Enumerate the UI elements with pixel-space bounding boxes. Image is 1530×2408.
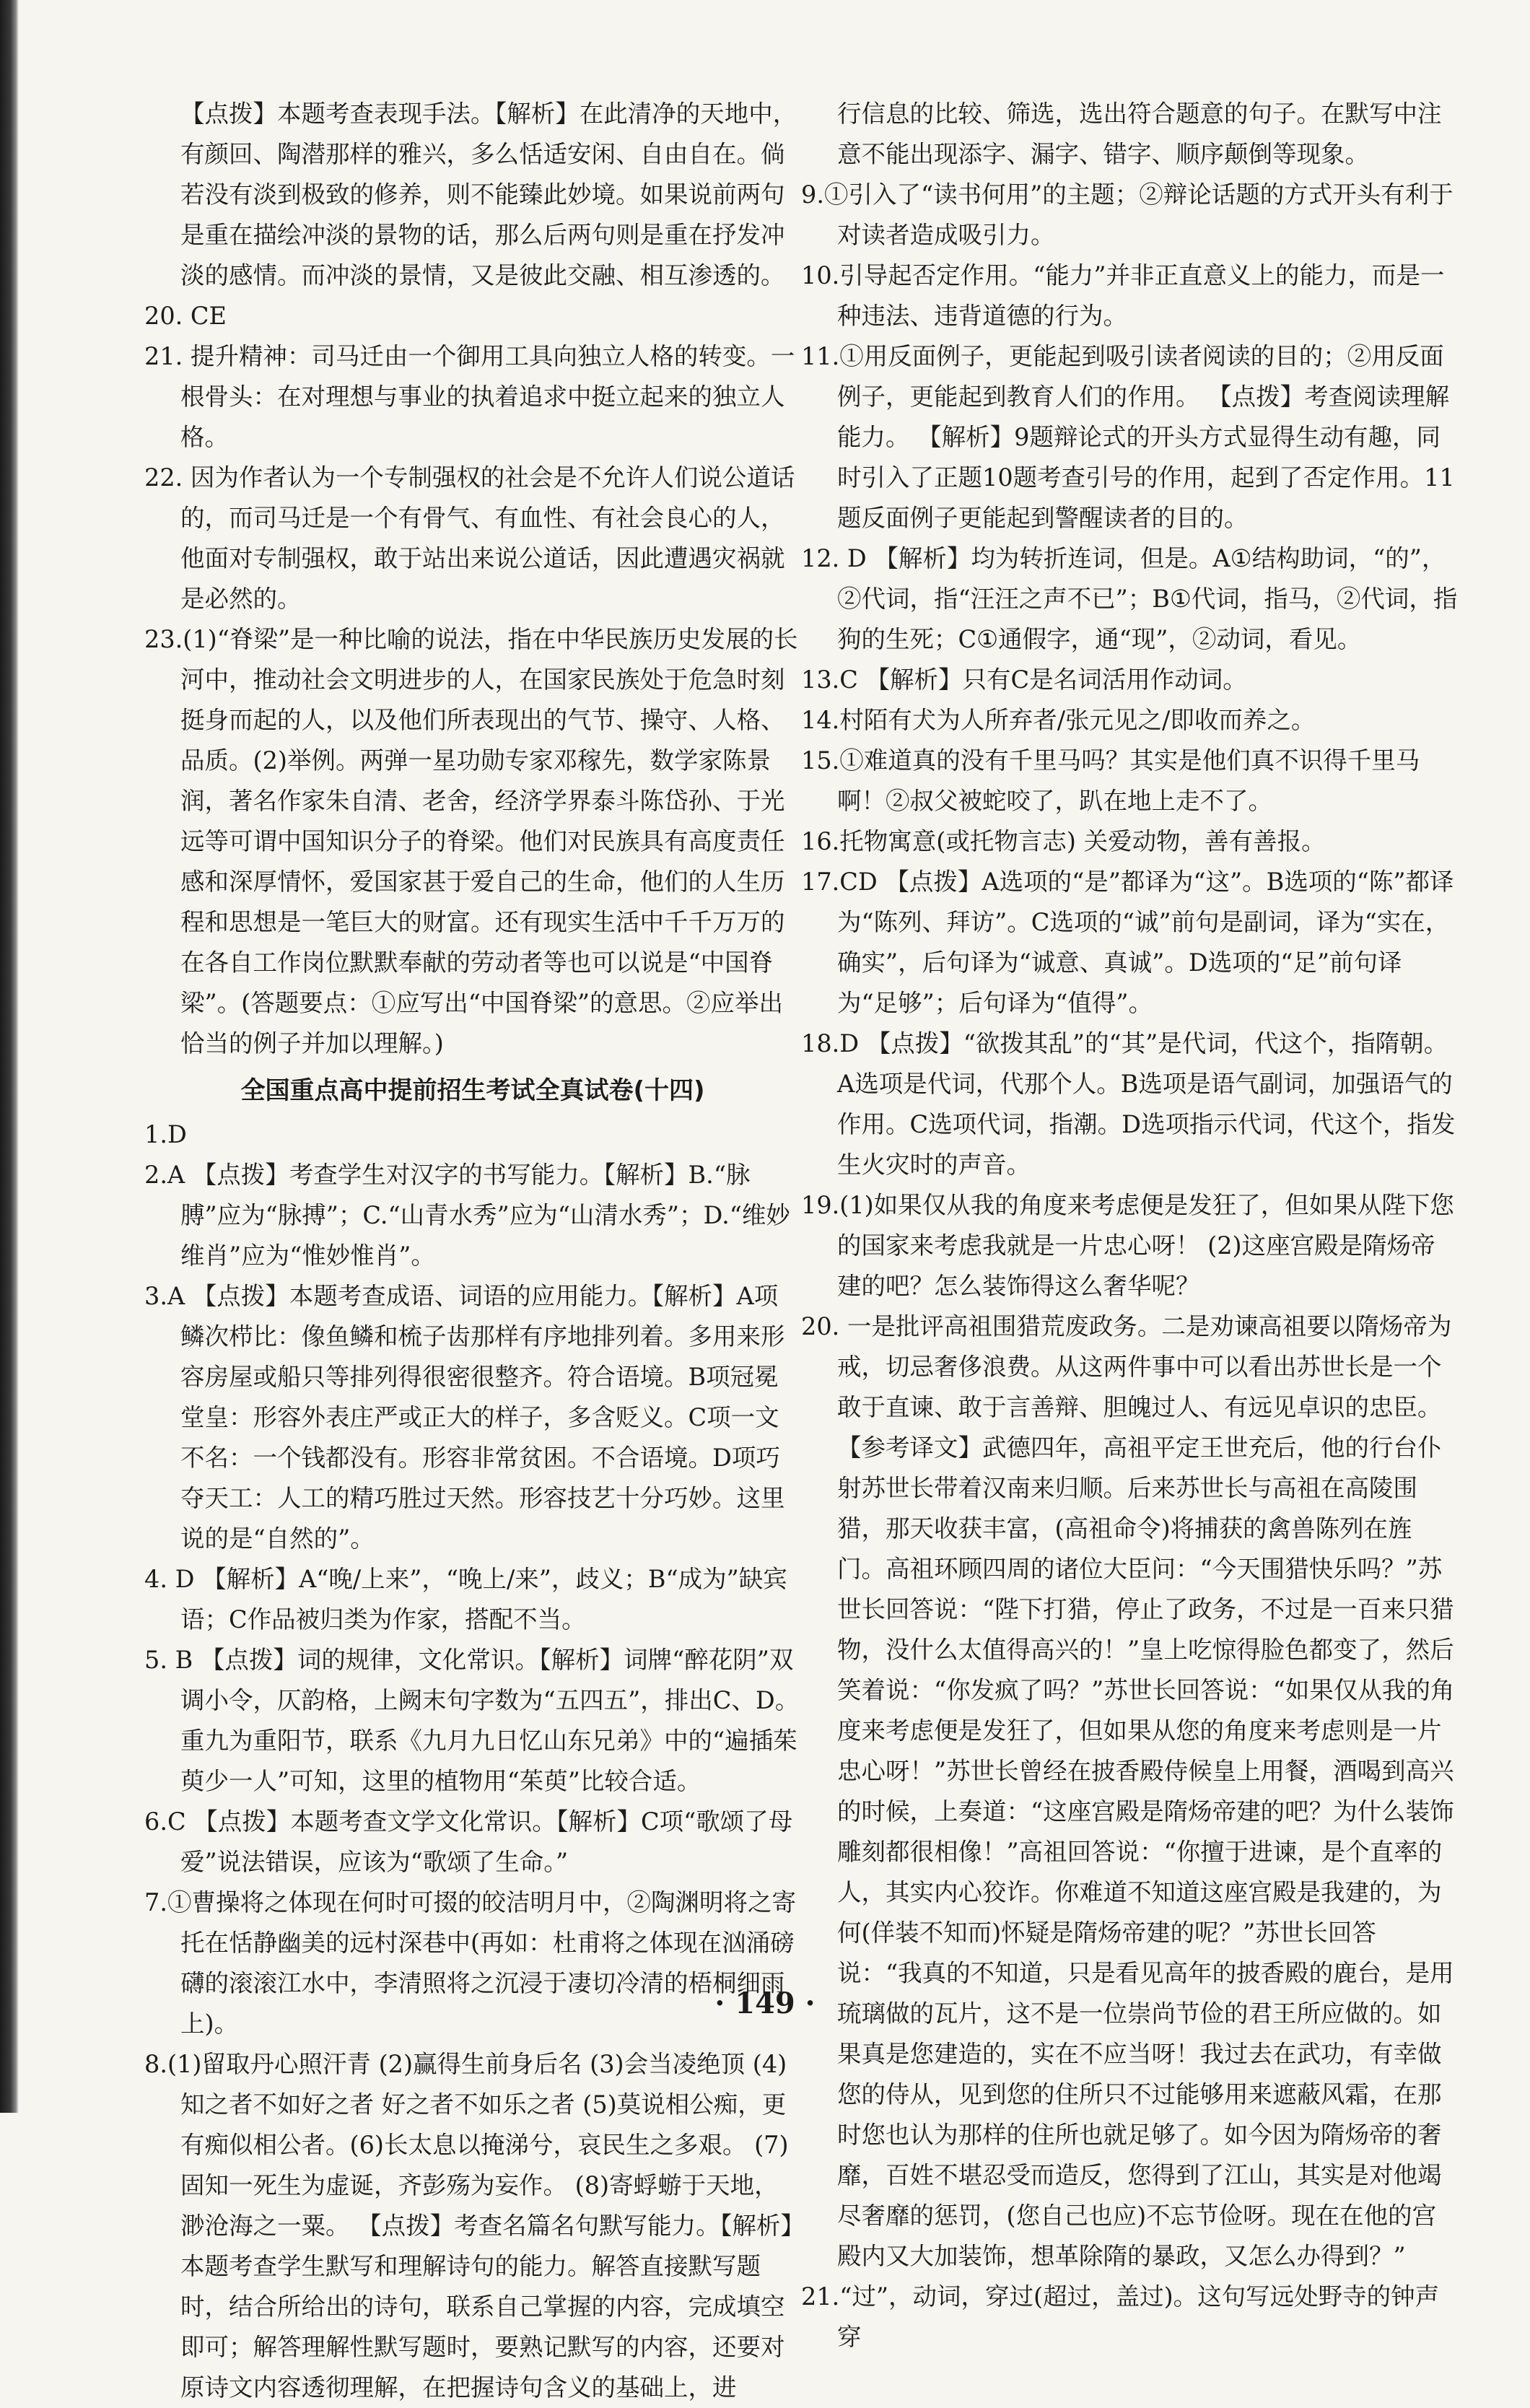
answer-item: 12. D 【解析】均为转折连词，但是。A①结构助词，“的”，②代词，指“汪汪之声不已”；B①代词，指马，②代词，指狗的生死；C①通假字，通“现”，②动词，看见。: [801, 544, 1458, 653]
answer-item: 3.A 【点拨】本题考查成语、词语的应用能力。【解析】A项鳞次栉比：像鱼鳞和梳子齿那样有序地排列着。多用来形容房屋或船只等排列得很密很整齐。符合语境。B项冠冕堂皇：形容外表庄严或正大的样子，多含贬义。C项一文不名：一个钱都没有。形容非常贫困。不合语境。D项巧夺天工：人工的精巧胜过天然。形容技艺十分巧妙。这里说的是“自然的”。: [144, 1282, 785, 1553]
answer-item: 11.①用反面例子，更能起到吸引读者阅读的目的；②用反面例子，更能起到教育人们的作用。 【点拨】考查阅读理解能力。 【解析】9题辩论式的开头方式显得生动有趣，同时引入了正题10题考查引号的作用，起到了否定作用。11题反面例子更能起到警醒读者的目的。: [801, 342, 1455, 532]
answer-item: 13.C 【解析】只有C是名词活用作动词。: [801, 666, 1247, 694]
answer-item: 20. 一是批评高祖围猎荒废政务。二是劝谏高祖要以隋炀帝为戒，切忌奢侈浪费。从这两件事中可以看出苏世长是一个敢于直谏、敢于言善辩、胆魄过人、有远见卓识的忠臣。: [801, 1312, 1452, 1421]
answer-item: 【参考译文】武德四年，高祖平定王世充后，他的行台仆射苏世长带着汉南来归顺。后来苏世长与高祖在高陵围猎，那天收获丰富，(高祖命令)将捕获的禽兽陈列在旌门。高祖环顾四周的诸位大臣问：“今天围猎快乐吗？”苏世长回答说：“陛下打猎，停止了政务，不过是一百来只猎物，没什么太值得高兴的！”皇上吃惊得脸色都变了，然后笑着说：“你发疯了吗？”苏世长回答说：“如果仅从我的角度来考虑便是发狂了，但如果从您的角度来考虑则是一片忠心呀！”苏世长曾经在披香殿侍候皇上用餐，酒喝到高兴的时候，上奏道：“这座宫殿是隋炀帝建的吧？为什么装饰雕刻都很相像！”高祖回答说：“你擅于进谏，是个直率的人，其实内心狡诈。你难道不知道这座宫殿是我建的，为何(佯装不知而)怀疑是隋炀帝建的呢？”苏世长回答说：“我真的不知道，只是看见高年的披香殿的鹿台，是用琉璃做的瓦片，这不是一位崇尚节俭的君王所应做的。如果真是您建造的，实在不应当呀！我过去在武功，有幸做您的侍从，见到您的住所只不过能够用来遮蔽风霜，在那时您也认为那样的住所也就足够了。如今因为隋炀帝的奢靡，百姓不堪忍受而造反，您得到了江山，其实是对他竭尽奢靡的惩罚，(您自己也应)不忘节俭呀。现在在他的宫殿内又大加装饰，想革除隋的暴政，又怎么办得到？”: [837, 1434, 1455, 2270]
answer-item: 【点拨】本题考查表现手法。【解析】在此清净的天地中，有颜回、陶潜那样的雅兴，多么恬适安闲、自由自在。倘若没有淡到极致的修养，则不能臻此妙境。如果说前两句是重在描绘冲淡的景物的话，那么后两句则是重在抒发冲淡的感情。而冲淡的景情，又是彼此交融、相互渗透的。: [180, 100, 797, 289]
answer-item: 8.(1)留取丹心照汗青 (2)赢得生前身后名 (3)会当凌绝顶 (4)知之者不如好之者 好之者不如乐之者 (5)莫说相公痴，更有痴似相公者。(6)长太息以掩涕兮，哀民生之多艰。 (7)固知一死生为虚诞，齐彭殇为妄作。 (8)寄蜉蝣于天地，渺沧海之一粟。 【点拨】考查名篇名句默写能力。【解析】本题考查学生默写和理解诗句的能力。解答直接默写题时，结合所给出的诗句，联系自己掌握的内容，完成填空即可；解答理解性默写题时，要熟记默写的内容，还要对原诗文内容透彻理解，在把握诗句含义的基础上，进: [144, 2050, 793, 2402]
answer-item: 7.①曹操将之体现在何时可掇的皎洁明月中，②陶渊明将之寄托在恬静幽美的远村深巷中(再如：杜甫将之体现在汹涌磅礴的滚滚江水中，李清照将之沉浸于凄切冷清的梧桐细雨上)。: [144, 1888, 796, 2038]
answer-item: 21. 提升精神：司马迁由一个御用工具向独立人格的转变。一根骨头：在对理想与事业的执着追求中挺立起来的独立人格。: [144, 342, 795, 451]
answer-item: 23.(1)“脊梁”是一种比喻的说法，指在中华民族历史发展的长河中，推动社会文明进步的人，在国家民族处于危急时刻挺身而起的人，以及他们所表现出的气节、操守、人格、品质。(2)举例。两弹一星功勋专家邓稼先，数学家陈景润，著名作家朱自清、老舍，经济学界泰斗陈岱孙、于光远等可谓中国知识分子的脊梁。他们对民族具有高度责任感和深厚情怀，爱国家甚于爱自己的生命，他们的人生历程和思想是一笔巨大的财富。还有现实生活中千千万万的在各自工作岗位默默奉献的劳动者等也可以说是“中国脊梁”。(答题要点：①应写出“中国脊梁”的意思。②应举出恰当的例子并加以理解。): [144, 625, 798, 1057]
answer-item: 14.村陌有犬为人所弃者/张元见之/即收而养之。: [801, 706, 1316, 734]
answer-item: 2.A 【点拨】考查学生对汉字的书写能力。【解析】B.“脉膊”应为“脉搏”；C.“山青水秀”应为“山清水秀”；D.“维妙维肖”应为“惟妙惟肖”。: [144, 1161, 790, 1270]
answer-item: 5. B 【点拨】词的规律，文化常识。【解析】词牌“醉花阴”双调小令，仄韵格，上阙末句字数为“五四五”，排出C、D。重九为重阳节，联系《九月九日忆山东兄弟》中的“遍插茱萸少一人”可知，这里的植物用“茱萸”比较合适。: [144, 1646, 800, 1795]
section-title: 全国重点高中提前招生考试全真试卷(十四): [240, 1076, 705, 1105]
answer-item: 6.C 【点拨】本题考查文学文化常识。【解析】C项“歌颂了母爱”说法错误，应该为“歌颂了生命。”: [144, 1807, 793, 1876]
answer-item: 10.引导起否定作用。“能力”并非正直意义上的能力，而是一种违法、违背道德的行为。: [801, 261, 1445, 330]
book-spine-shadow: [0, 0, 19, 2113]
answer-item: 行信息的比较、筛选，选出符合题意的句子。在默写中注意不能出现添字、漏字、错字、顺序颠倒等现象。: [837, 100, 1442, 168]
answer-item: 15.①难道真的没有千里马吗？其实是他们真不识得千里马啊！②叔父被蛇咬了，趴在地上走不了。: [801, 746, 1420, 815]
answer-item: 9.①引入了“读书何用”的主题；②辩论话题的方式开头有利于对读者造成吸引力。: [801, 180, 1454, 249]
answer-item: 21.“过”，动词，穿过(超过，盖过)。这句写远处野寺的钟声穿: [801, 2282, 1440, 2351]
answer-item: 19.(1)如果仅从我的角度来考虑便是发狂了，但如果从陛下您的国家来考虑我就是一片忠心呀！ (2)这座宫殿是隋炀帝建的吧？怎么装饰得这么奢华呢？: [801, 1191, 1454, 1300]
answer-item: 1.D: [144, 1120, 187, 1148]
answer-item: 16.托物寓意(或托物言志) 关爱动物，善有善报。: [801, 827, 1326, 855]
answer-item: 18.D 【点拨】“欲拨其乱”的“其”是代词，代这个，指隋朝。A选项是代词，代那个人。B选项是语气副词，加强语气的作用。C选项代词，指潮。D选项指示代词，代这个，指发生火灾时的声音。: [801, 1029, 1456, 1179]
left-column: [144, 94, 801, 2408]
answer-item: 17.CD 【点拨】A选项的“是”都译为“这”。B选项的“陈”都译为“陈列、拜访”。C选项的“诚”前句是副词，译为“实在，确实”，后句译为“诚意、真诚”。D选项的“足”前句译为“足够”；后句译为“值得”。: [801, 868, 1454, 1017]
page-number: · 149 ·: [714, 1986, 816, 2020]
answer-item: 4. D 【解析】A“晚/上来”，“晚上/来”，歧义；B“成为”缺宾语；C作品被归类为作家，搭配不当。: [144, 1565, 787, 1633]
answer-item: 22. 因为作者认为一个专制强权的社会是不允许人们说公道话的，而司马迁是一个有骨气、有血性、有社会良心的人，他面对专制强权，敢于站出来说公道话，因此遭遇灾祸就是必然的。: [144, 463, 795, 613]
answer-item: 20. CE: [144, 302, 227, 330]
